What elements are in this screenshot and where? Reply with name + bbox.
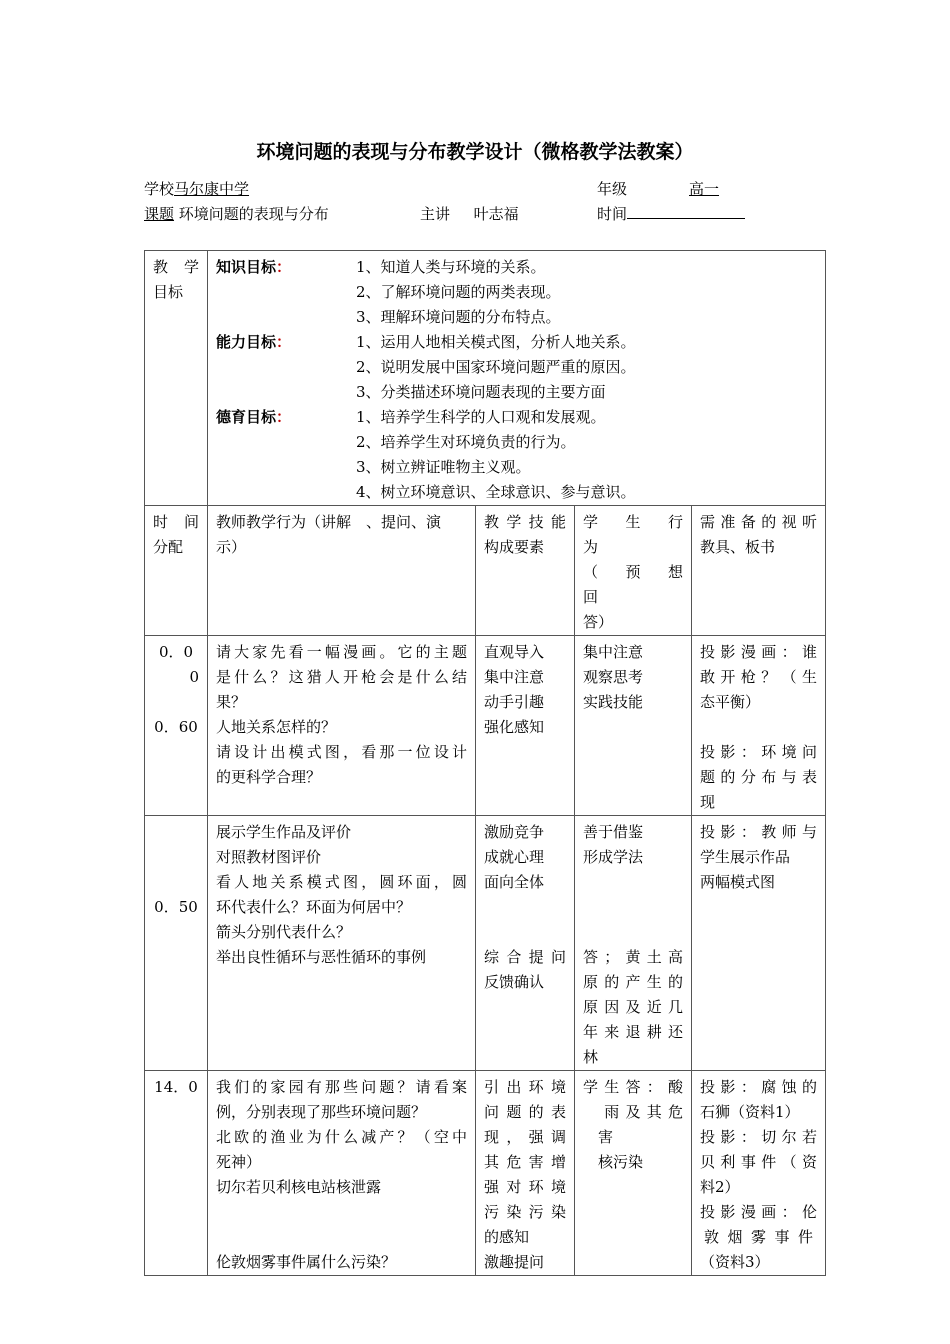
media-cell: 投影：腐蚀的 石狮（资料1） 投影：切尔若 贝利事件（资 料2） 投影漫画：伦 敦烟雾事件 （资料3） bbox=[692, 1071, 826, 1276]
goal-item: 1、培养学生科学的人口观和发展观。 bbox=[356, 408, 606, 426]
objectives-row bbox=[145, 251, 826, 506]
grade-label: 年级 bbox=[597, 180, 628, 198]
goal-item: 3、树立辨证唯物主义观。 bbox=[356, 458, 531, 476]
goal-heading: 能力目标 bbox=[216, 333, 277, 351]
objectives-label-line: 目标 bbox=[153, 283, 184, 301]
goal-item: 3、分类描述环境问题表现的主要方面 bbox=[356, 383, 606, 401]
student-cell: 集中注意 观察思考 实践技能 bbox=[575, 636, 692, 816]
skill-cell: 激励竞争 成就心理 面向全体 综合提问 反馈确认 bbox=[476, 816, 575, 1071]
objectives-label-line: 教 学 bbox=[153, 258, 199, 276]
school-line bbox=[144, 178, 249, 199]
header-teacher: 教师教学行为（讲解 、提问、演 示） bbox=[208, 506, 476, 636]
goal-heading: 德育目标 bbox=[216, 408, 277, 426]
goal-group-moral: 德育目标： 1、培养学生科学的人口观和发展观。 2、培养学生对环境负责的行为。 3、树立辨证唯物主义观。 4、树立环境意识、全球意识、参与意识。 bbox=[216, 405, 817, 505]
topic-label: 课题 bbox=[144, 205, 175, 223]
header-student: 学 生 行 为 （ 预 想 回 答） bbox=[575, 506, 692, 636]
time-cell: 0．50 bbox=[145, 816, 208, 1071]
time-label: 时间 bbox=[597, 205, 628, 223]
goal-item: 1、运用人地相关模式图，分析人地关系。 bbox=[356, 333, 636, 351]
time-cell: 14．0 bbox=[145, 1071, 208, 1276]
table-row bbox=[145, 636, 826, 816]
goal-group-ability: 能力目标： 1、运用人地相关模式图，分析人地关系。 2、说明发展中国家环境问题严重的原因。 3、分类描述环境问题表现的主要方面 bbox=[216, 330, 817, 405]
lecturer-label: 主讲 bbox=[420, 205, 451, 223]
lecturer-line bbox=[420, 203, 519, 224]
table-row bbox=[145, 1071, 826, 1276]
teacher-cell: 我们的家园有那些问题？请看案 例，分别表现了那些环境问题？ 北欧的渔业为什么减产？（空中 死神） 切尔若贝利核电站核泄露 伦敦烟雾事件属什么污染？ bbox=[208, 1071, 476, 1276]
objectives-content-cell bbox=[208, 251, 826, 506]
header-media: 需准备的视听 教具、板书 bbox=[692, 506, 826, 636]
header-time: 时 间 分配 bbox=[145, 506, 208, 636]
lecturer-value: 叶志福 bbox=[473, 205, 519, 223]
media-cell: 投影：教师与 学生展示作品 两幅模式图 bbox=[692, 816, 826, 1071]
goal-item: 2、说明发展中国家环境问题严重的原因。 bbox=[356, 358, 636, 376]
skill-cell: 直观导入 集中注意 动手引趣 强化感知 bbox=[476, 636, 575, 816]
topic-value: 环境问题的表现与分布 bbox=[178, 205, 329, 223]
time-blank bbox=[627, 204, 745, 219]
student-cell: 学生答：酸 雨及其危 害 核污染 bbox=[575, 1071, 692, 1276]
teacher-cell: 请大家先看一幅漫画。它的主题 是什么？这猎人开枪会是什么结 果？ 人地关系怎样的？ 请设计出模式图，看那一位设计 的更科学合理？ bbox=[208, 636, 476, 816]
goal-item: 3、理解环境问题的分布特点。 bbox=[356, 308, 561, 326]
student-cell: 善于借鉴 形成学法 答；黄土高 原的产生的 原因及近几 年来退耕还 林 bbox=[575, 816, 692, 1071]
grade-value: 高一 bbox=[689, 180, 720, 198]
skill-cell: 引出环境 问题的表 现，强调 其危害增 强对环境 污染污染 的感知 激趣提问 bbox=[476, 1071, 575, 1276]
header-skill: 教学技能 构成要素 bbox=[476, 506, 575, 636]
grade-line bbox=[597, 178, 723, 199]
goal-item: 1、知道人类与环境的关系。 bbox=[356, 258, 546, 276]
teacher-cell: 展示学生作品及评价 对照教材图评价 看人地关系模式图，圆环面，圆 环代表什么？环面为何居中？ 箭头分别代表什么？ 举出良性循环与恶性循环的事例 bbox=[208, 816, 476, 1071]
table-row bbox=[145, 816, 826, 1071]
media-cell: 投影漫画：谁 敢开枪？（生 态平衡） 投影：环境问 题的分布与表 现 bbox=[692, 636, 826, 816]
school-value: 马尔康中学 bbox=[174, 180, 250, 198]
school-label: 学校 bbox=[144, 180, 175, 198]
time-line bbox=[597, 203, 745, 224]
column-header-row bbox=[145, 506, 826, 636]
lesson-plan-table bbox=[144, 250, 826, 1276]
goal-item: 2、了解环境问题的两类表现。 bbox=[356, 283, 561, 301]
time-cell: 0．0 0 0．60 bbox=[145, 636, 208, 816]
goal-heading: 知识目标 bbox=[216, 258, 277, 276]
goal-item: 4、树立环境意识、全球意识、参与意识。 bbox=[356, 483, 636, 501]
goal-item: 2、培养学生对环境负责的行为。 bbox=[356, 433, 576, 451]
objectives-label-cell bbox=[145, 251, 208, 506]
page-title: 环境问题的表现与分布教学设计（微格教学法教案） bbox=[256, 141, 694, 163]
goal-group-knowledge: 知识目标： 1、知道人类与环境的关系。 2、了解环境问题的两类表现。 3、理解环境问题的分布特点。 bbox=[216, 255, 817, 330]
topic-line bbox=[144, 203, 329, 224]
